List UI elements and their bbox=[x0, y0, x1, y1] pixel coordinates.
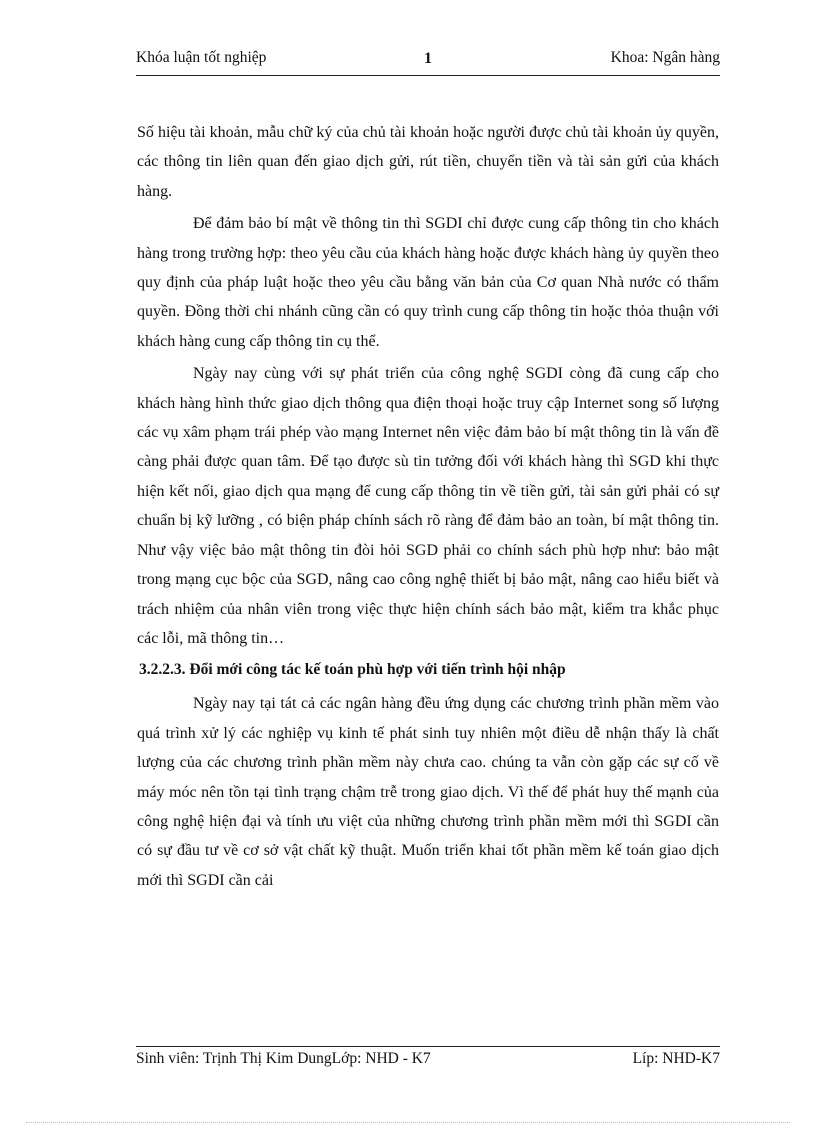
footer-class: Líp: NHD-K7 bbox=[632, 1050, 720, 1067]
header-faculty: Khoa: Ngân hàng bbox=[610, 49, 720, 66]
paragraph-accounting: Ngày nay tại tát cả các ngân hàng đều ứng dụng các chương trình phần mềm vào quá trình xử lý các nghiệp vụ kinh tế phát sinh tuy nhiên một điều dễ nhận thấy là chất lượng của các chương trình phần mềm này chưa cao. chúng ta vẫn còn gặp các sự cố về máy móc nên tồn tại tình trạng chậm trễ trong giao dịch. Vì thế để phát huy thế mạnh của công nghệ hiện đại và tính ưu việt của những chương trình phần mềm mới thì SGDI cần có sự đầu tư về cơ sở vật chất kỹ thuật. Muốn triển khai tốt phần mềm kế toán giao dịch mới thì SGDI cần cải bbox=[137, 695, 719, 889]
page-header bbox=[136, 49, 720, 73]
paragraph-account-info: Số hiệu tài khoản, mẫu chữ ký của chủ tài khoản hoặc người được chủ tài khoản ủy quyền, các thông tin liên quan đến giao dịch gửi, rút tiền, chuyển tiền và tài sản gửi của khách hàng. bbox=[137, 124, 719, 200]
page-number: 1 bbox=[424, 50, 432, 67]
paragraph-confidentiality: Để đảm bảo bí mật về thông tin thì SGDI chỉ được cung cấp thông tin cho khách hàng trong trường hợp: theo yêu cầu của khách hàng hoặc được khách hàng ủy quyền theo quy định của pháp luật hoặc theo yêu cầu bằng văn bản của Cơ quan Nhà nước có thẩm quyền. Đồng thời chi nhánh cũng cần có quy trình cung cấp thông tin hoặc thỏa thuận với khách hàng cung cấp thông tin cụ thể. bbox=[137, 215, 719, 350]
header-divider bbox=[136, 75, 720, 76]
section-heading: 3.2.2.3. Đổi mới công tác kế toán phù hợp với tiến trình hội nhập bbox=[139, 661, 566, 679]
footer-divider bbox=[136, 1046, 720, 1047]
document-body bbox=[137, 118, 719, 898]
header-thesis-title: Khóa luận tốt nghiệp bbox=[136, 49, 267, 66]
paragraph-technology: Ngày nay cùng với sự phát triển của công nghệ SGDI còng đã cung cấp cho khách hàng hình thức giao dịch thông qua điện thoại hoặc truy cập Internet song số lượng các vụ xâm phạm trái phép vào mạng Internet nên việc đảm bảo bí mật thông tin là vấn đề càng phải được quan tâm. Để tạo được sù tin tưởng đối với khách hàng thì SGD khi thực hiện kết nối, giao dịch qua mạng để cung cấp thông tin về tiền gửi, tài sản gửi phải có sự chuẩn bị kỹ lưỡng , có biện pháp chính sách rõ ràng để đảm bảo an toàn, bí mật thông tin. Như vậy việc bảo mật thông tin đòi hỏi SGD phải co chính sách phù hợp như: bảo mật trong mạng cục bộc của SGD, nâng cao công nghệ thiết bị bảo mật, nâng cao hiểu biết và trách nhiệm của nhân viên trong việc thực hiện chính sách bảo mật, kiểm tra khắc phục các lỗi, mã thông tin… bbox=[137, 365, 719, 647]
footer-student: Sinh viên: Trịnh Thị Kim DungLớp: NHD - K7 bbox=[136, 1050, 431, 1067]
page-footer bbox=[136, 1050, 720, 1074]
